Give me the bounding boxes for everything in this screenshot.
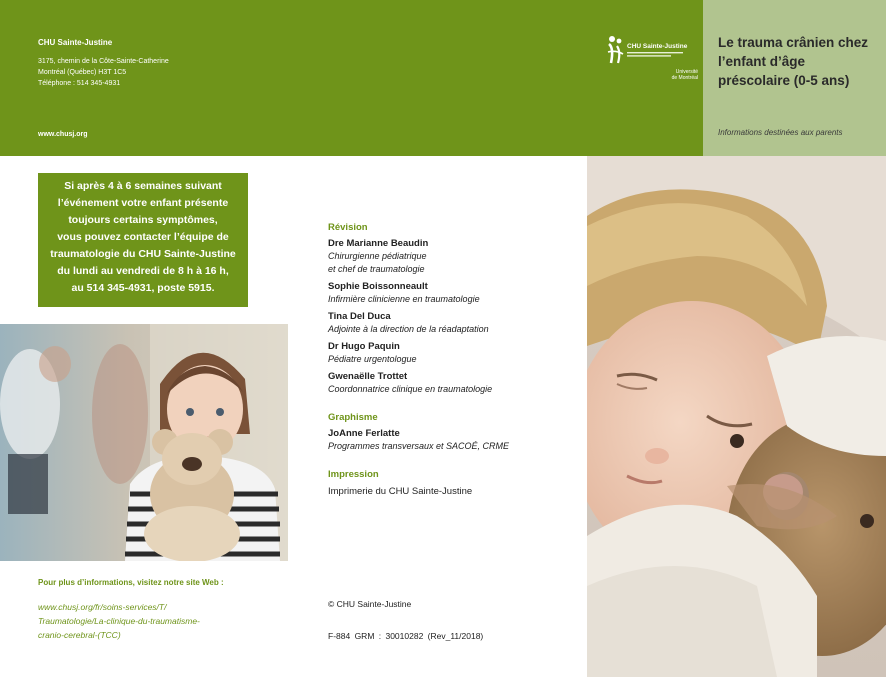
credits-section (328, 222, 578, 497)
person-role: Pédiatre urgentologue (328, 354, 417, 364)
org-name: CHU Sainte-Justine (38, 38, 113, 47)
credit-person (328, 238, 578, 276)
document-subtitle: Informations destinées aux parents (718, 128, 843, 137)
person-role: et chef de traumatologie (328, 264, 425, 274)
copyright: © CHU Sainte-Justine (328, 599, 412, 609)
url-line: www.chusj.org/fr/soins-services/T/ (38, 602, 167, 612)
design-heading: Graphisme (328, 412, 378, 423)
contact-line: vous pouvez contacter l’équipe de (57, 231, 229, 243)
logo-name: CHU Sainte-Justine (627, 43, 688, 50)
person-role: Chirurgienne pédiatrique (328, 251, 427, 261)
contact-line: toujours certains symptômes, (68, 214, 218, 226)
logo-tagline-graphic (627, 52, 699, 58)
person-role: Coordonnatrice clinique en traumatologie (328, 384, 493, 394)
credit-person (328, 428, 578, 453)
chu-logo-icon (606, 34, 626, 64)
udem-logo (662, 69, 698, 81)
contact-line: du lundi au vendredi de 8 h à 16 h, (57, 265, 229, 277)
address-line: Montréal (Québec) H3T 1C5 (38, 69, 127, 76)
credit-person (328, 371, 578, 396)
contact-line: l’événement votre enfant présente (57, 197, 229, 209)
person-name: Dre Marianne Beaudin (328, 238, 429, 249)
contact-box (38, 173, 248, 307)
document-reference: F-884 GRM : 30010282 (Rev_11/2018) (328, 631, 484, 641)
person-name: Gwenaëlle Trottet (328, 371, 408, 382)
print-heading: Impression (328, 469, 379, 480)
photo-sleeping-illustration (587, 156, 886, 677)
udem-line: Université (675, 69, 698, 75)
address-line: 3175, chemin de la Côte-Sainte-Catherine (38, 58, 169, 65)
org-address (38, 56, 169, 89)
person-role: Programmes transversaux et SACOÉ, CRME (328, 441, 510, 451)
person-role: Adjointe à la direction de la réadaptation (328, 324, 489, 334)
udem-line: de Montréal (671, 75, 698, 81)
org-website-link[interactable]: www.chusj.org (38, 131, 88, 138)
more-info-link[interactable] (38, 600, 278, 642)
photo-child-illustration (0, 324, 288, 561)
person-name: Dr Hugo Paquin (328, 341, 400, 352)
person-name: Sophie Boissonneault (328, 281, 428, 292)
document-title: Le trauma crânien chez l’enfant d’âge préscolaire (0-5 ans) (718, 35, 869, 88)
photo-sleeping-child (587, 156, 886, 677)
url-line: Traumatologie/La-clinique-du-traumatisme- (38, 616, 200, 626)
credit-person (328, 341, 578, 366)
contact-line: Si après 4 à 6 semaines suivant (64, 180, 222, 192)
more-info-heading: Pour plus d’informations, visitez notre site Web : (38, 578, 224, 587)
person-name: Tina Del Duca (328, 311, 391, 322)
address-line: Téléphone : 514 345-4931 (38, 80, 121, 87)
url-line: cranio-cerebral-(TCC) (38, 630, 121, 640)
contact-line: au 514 345-4931, poste 5915. (71, 282, 215, 294)
photo-child-with-teddy (0, 324, 288, 561)
person-name: JoAnne Ferlatte (328, 428, 400, 439)
print-credit: Imprimerie du CHU Sainte-Justine (328, 486, 473, 497)
chu-logo (606, 34, 698, 80)
person-role: Infirmière clinicienne en traumatologie (328, 294, 480, 304)
credit-person (328, 281, 578, 306)
credit-person (328, 311, 578, 336)
contact-line: traumatologie du CHU Sainte-Justine (50, 248, 236, 260)
revision-heading: Révision (328, 222, 368, 233)
